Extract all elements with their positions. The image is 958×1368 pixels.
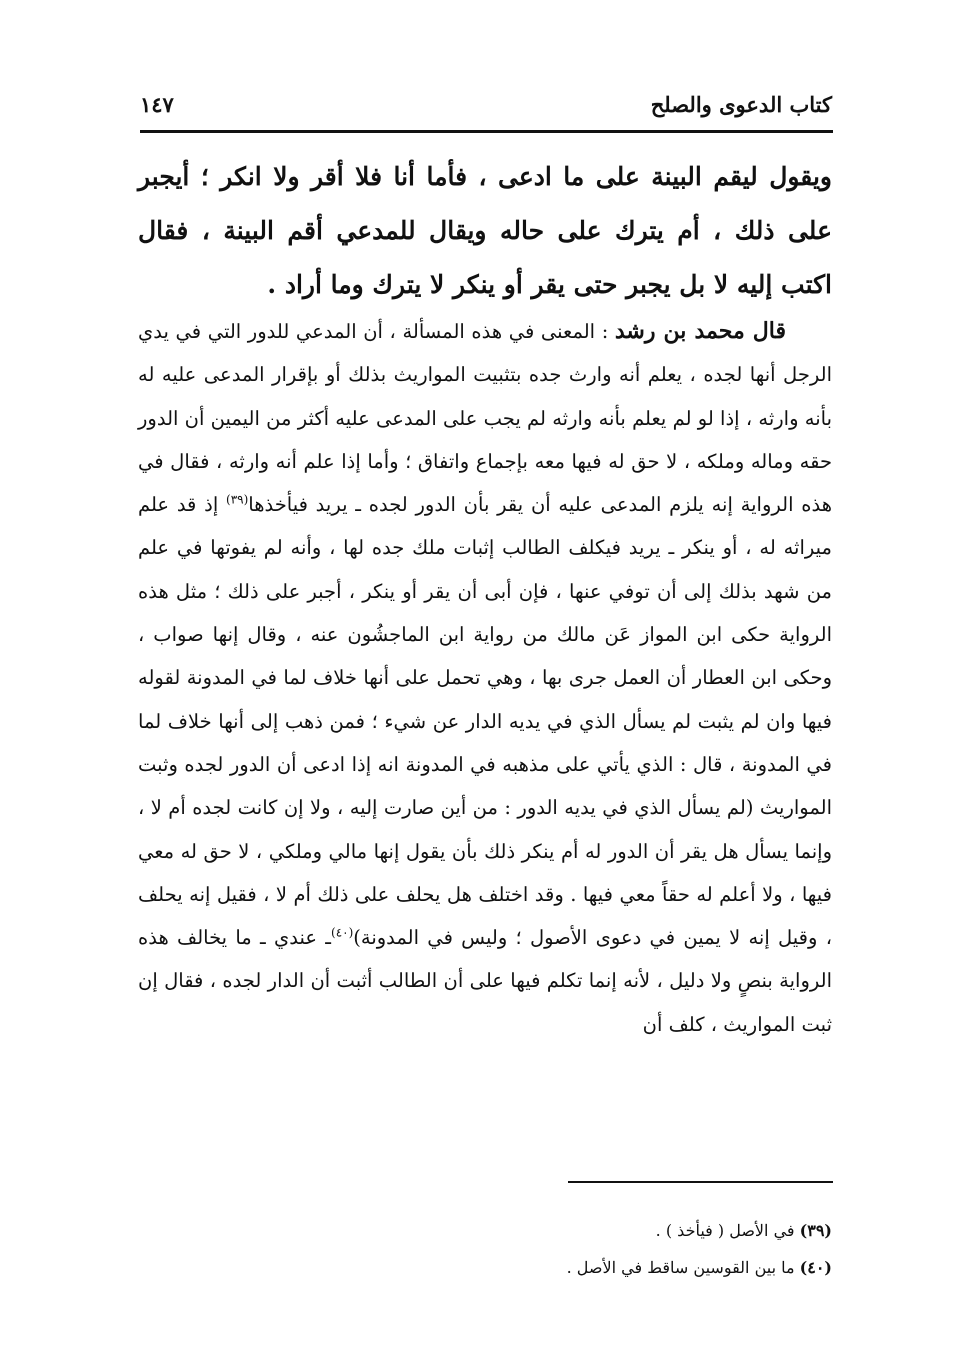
footnote-40 [300, 1249, 832, 1286]
page-number: ١٤٧ [140, 92, 174, 117]
footnotes [300, 1212, 832, 1286]
footnote-ref-40: (٤٠) [331, 925, 354, 940]
running-title: كتاب الدعوى والصلح [650, 92, 832, 117]
commentary-text-part1: : المعنى في هذه المسألة ، أن المدعي للدور التي في يدي الرجل أنها لجده ، يعلم أنه وارث جده بتثبيت المواريث بذلك أو بإقرار المدعى عليه له بأنه وارثه ، إذا لو لم يعلم بأنه وارثه لم يجب على المدعى عليه أكثر من اليمين أن الدور حقه وماله وملكه ، لا حق له فيها معه بإجماع واتفاق ؛ وأما إذا علم أنه وارثه ، فقال في هذه الرواية إنه يلزم المدعى عليه أن يقر بأن الدور لجده ـ يريد فيأخذها [138, 320, 832, 517]
footnote-text: ما بين القوسين ساقط في الأصل . [566, 1258, 800, 1277]
footnote-rule [568, 1181, 833, 1183]
commentary-text-part3: ـ عندي ـ ما يخالف هذه الرواية بنصٍ ولا دليل ، لأنه إنما تكلم فيها على أن الطالب أثبت أن الدار لجده ، فقال إن ثبت المواريث ، كلف أن [138, 926, 832, 1036]
footnote-text: في الأصل ( فيأخذ ) . [655, 1221, 800, 1240]
footnote-39 [300, 1212, 832, 1249]
header-rule [140, 130, 833, 133]
commentary-speaker: قال محمد بن رشد [614, 318, 786, 344]
commentary-paragraph [138, 310, 832, 1046]
footnote-ref-39: (٣٩) [226, 492, 249, 507]
footnote-number: (٣٩) [799, 1221, 832, 1240]
running-header [140, 92, 832, 126]
question-paragraph: ويقول ليقم البينة على ما ادعى ، فأما أنا فلا أقر ولا انكر ؛ أيجبر على ذلك ، أم يترك على حاله ويقال للمدعي أقم البينة ، فقال اكتب إليه لا بل يجبر حتى يقر أو ينكر لا يترك وما أراد . [138, 162, 832, 299]
commentary-text-part2: إذ قد علم ميراثه له ، أو ينكر ـ يريد فيكلف الطالب إثبات ملك جده لها ، وأنه لم يفوتها في علم من شهد بذلك إلى أن توفي عنها ، فإن أبى أن يقر أو ينكر ، أجبر على ذلك ؛ مثل هذه الرواية حكى ابن المواز عَن مالك من رواية ابن الماجشُون عنه ، وقال إنها صواب ، وحكى ابن العطار أن العمل جرى بها ، وهي تحمل على أنها خلاف لما في المدونة لقوله فيها وان لم يثبت لم يسأل الذي في يديه الدار عن شيء ؛ فمن ذهب إلى أنها خلاف لما في المدونة ، قال : الذي يأتي على مذهبه في المدونة انه إذا ادعى أن الدور لجده وثبت المواريث (لم يسأل الذي في يديه الدور : من أين صارت إليه ، ولا إن كانت لجده أم لا ، وإنما يسأل هل يقر أن الدور له أم ينكر ذلك بأن يقول إنها مالي وملكي ، لا حق له معي فيها ، ولا أعلم له حقاً معي فيها . وقد اختلف هل يحلف على ذلك أم لا ، فقيل إنه يحلف ، وقيل إنه لا يمين في دعوى الأصول ؛ وليس في المدونة) [138, 493, 832, 950]
footnote-number: (٤٠) [799, 1258, 832, 1277]
